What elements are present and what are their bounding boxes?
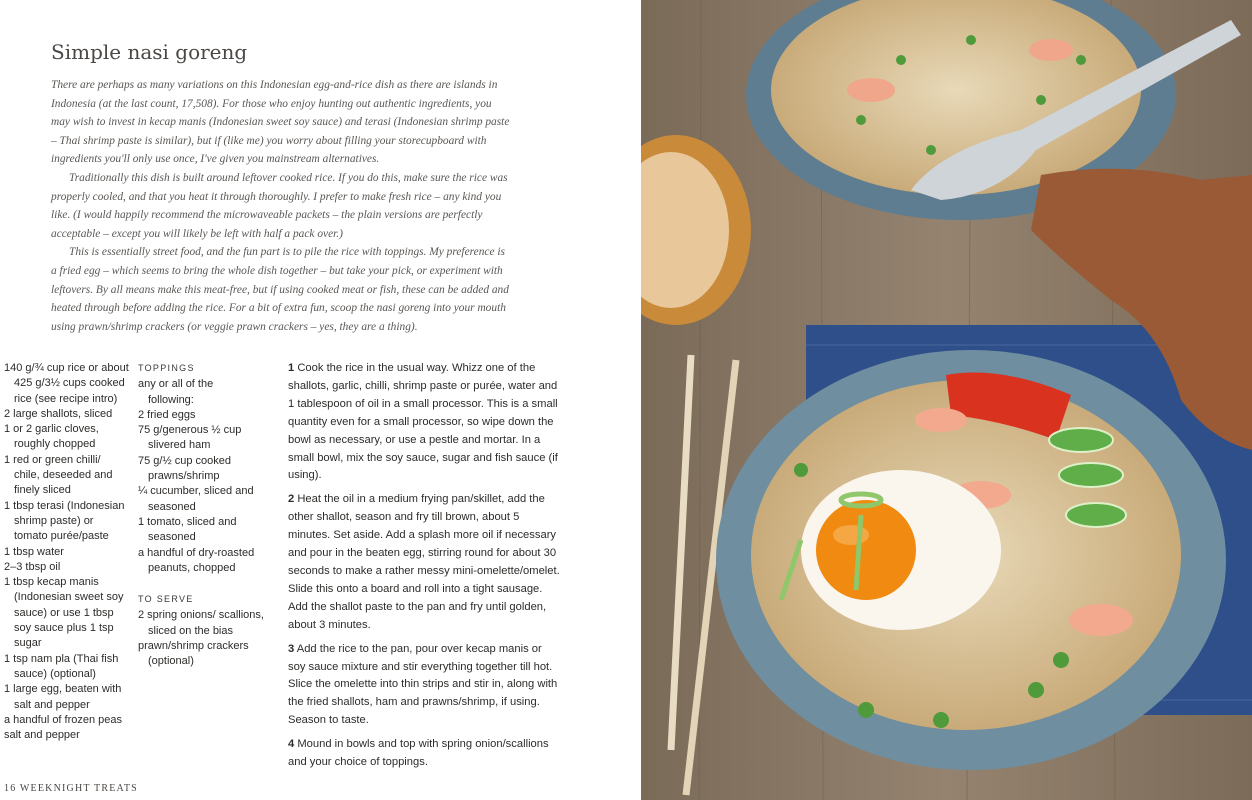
ingredient-item: 140 g/¾ cup rice or about 425 g/3½ cups cooked rice (see recipe intro)	[4, 362, 129, 405]
to-serve-heading: TO SERVE	[138, 594, 194, 605]
topping-item: a handful of dry-roasted peanuts, chopped	[138, 546, 255, 574]
intro-paragraph: This is essentially street food, and the fun part is to pile the rice with toppings. My preference is a fried egg – which seems to bring the whole dish together – but take your pick, or experiment with leftovers. By all means make this meat-free, but if using cooked meat or fish, these can be added and heated through before adding the rice. For a bit of extra fun, scoop the nasi goreng into your mouth using prawn/shrimp crackers (or veggie prawn crackers – yes, they are a thing).	[51, 246, 509, 333]
method-step	[288, 736, 560, 772]
ingredient-item: a handful of frozen peas	[4, 713, 123, 726]
food-photo	[641, 0, 1252, 800]
topping-item: ¼ cucumber, sliced and seasoned	[138, 485, 254, 513]
step-text: Add the rice to the pan, pour over kecap manis or soy sauce mixture and stir everything together till hot. Slice the omelette into thin strips and stir in, along with the fried shallots, ham and prawns/shrimp, if using. Season to taste.	[288, 642, 558, 727]
recipe-title: Simple nasi goreng	[51, 40, 248, 64]
method-step	[288, 491, 560, 634]
method-step	[288, 641, 560, 731]
toppings-heading: TOPPINGS	[138, 363, 195, 373]
step-text: Mound in bowls and top with spring onion/scallions and your choice of toppings.	[288, 738, 549, 769]
toppings-list	[138, 361, 278, 670]
ingredient-item: salt and pepper	[4, 729, 80, 742]
step-number: 1	[288, 362, 295, 374]
step-text: Cook the rice in the usual way. Whizz one of the shallots, garlic, chilli, shrimp paste or purée, water and 1 tablespoon of oil in a small processor. This is a small quantity even for a small processor, so wipe down the bowl as necessary, or use a pestle and mortar. In a small bowl, mix the soy sauce, sugar and fish sauce (if using).	[288, 362, 558, 482]
serve-item: 2 spring onions/ scallions, sliced on the bias	[138, 609, 264, 637]
ingredients-list	[4, 361, 129, 743]
ingredient-item: 1 tbsp kecap manis (Indonesian sweet soy sauce) or use 1 tbsp soy sauce plus 1 tsp sugar	[4, 576, 124, 650]
ingredient-item: 1 or 2 garlic cloves, roughly chopped	[4, 423, 99, 451]
intro-paragraph: Traditionally this dish is built around leftover cooked rice. If you do this, make sure the rice was properly cooled, and that you heat it through thoroughly. I prefer to make fresh rice – any kind you like. (I would happily recommend the microwaveable packets – the plain versions are perfectly acceptable – except you will likely be left with half a pack over.)	[51, 171, 508, 240]
intro-paragraph: There are perhaps as many variations on this Indonesian egg-and-rice dish as there are islands in Indonesia (at the last count, 17,508). For those who enjoy hunting out authentic ingredients, you may wish to invest in kecap manis (Indonesian sweet soy sauce) and terasi (Indonesian shrimp paste – Thai shrimp paste is similar), but if (like me) you worry about filling your storecupboard with ingredients you'll only use once, I've given you mainstream alternatives.	[51, 79, 510, 166]
ingredient-item: 1 tbsp water	[4, 545, 64, 558]
serve-item: prawn/shrimp crackers (optional)	[138, 640, 249, 668]
ingredient-item: 2–3 tbsp oil	[4, 560, 61, 573]
page-footer: 16 WEEKNIGHT TREATS	[4, 783, 138, 794]
method-step	[288, 360, 560, 485]
step-number: 2	[288, 493, 295, 506]
recipe-intro	[51, 76, 513, 336]
ingredient-item: 1 red or green chilli/ chile, deseeded and finely sliced	[4, 453, 113, 497]
method-steps	[288, 360, 560, 778]
topping-item: 2 fried eggs	[138, 408, 196, 421]
ingredient-item: 1 tbsp terasi (Indonesian shrimp paste) or tomato purée/paste	[4, 499, 125, 543]
toppings-intro: any or all of the	[138, 378, 214, 391]
egg-yolk	[816, 500, 916, 600]
step-number: 3	[288, 642, 295, 655]
ingredient-item: 1 tsp nam pla (Thai fish sauce) (optional)	[4, 652, 119, 680]
toppings-intro: following:	[148, 393, 194, 406]
topping-item: 75 g/½ cup cooked prawns/shrimp	[138, 454, 231, 483]
ingredient-item: 2 large shallots, sliced	[4, 407, 113, 420]
step-number: 4	[288, 738, 295, 751]
ingredient-item: 1 large egg, beaten with salt and pepper	[4, 683, 122, 711]
topping-item: 1 tomato, sliced and seasoned	[138, 515, 237, 544]
step-text: Heat the oil in a medium frying pan/skillet, add the other shallot, season and fry till brown, about 5 minutes. Set aside. Add a splash more oil if necessary and pour in the beaten egg, stirring round for about 30 seconds to make a rather messy mini-omelette/omelet. Slide this onto a board and roll into a tight sausage. Add the shallot paste to the pan and fry until golden, about 3 minutes.	[288, 493, 560, 631]
nasi-goreng-photo	[641, 0, 1252, 800]
topping-item: 75 g/generous ½ cup slivered ham	[138, 424, 242, 452]
